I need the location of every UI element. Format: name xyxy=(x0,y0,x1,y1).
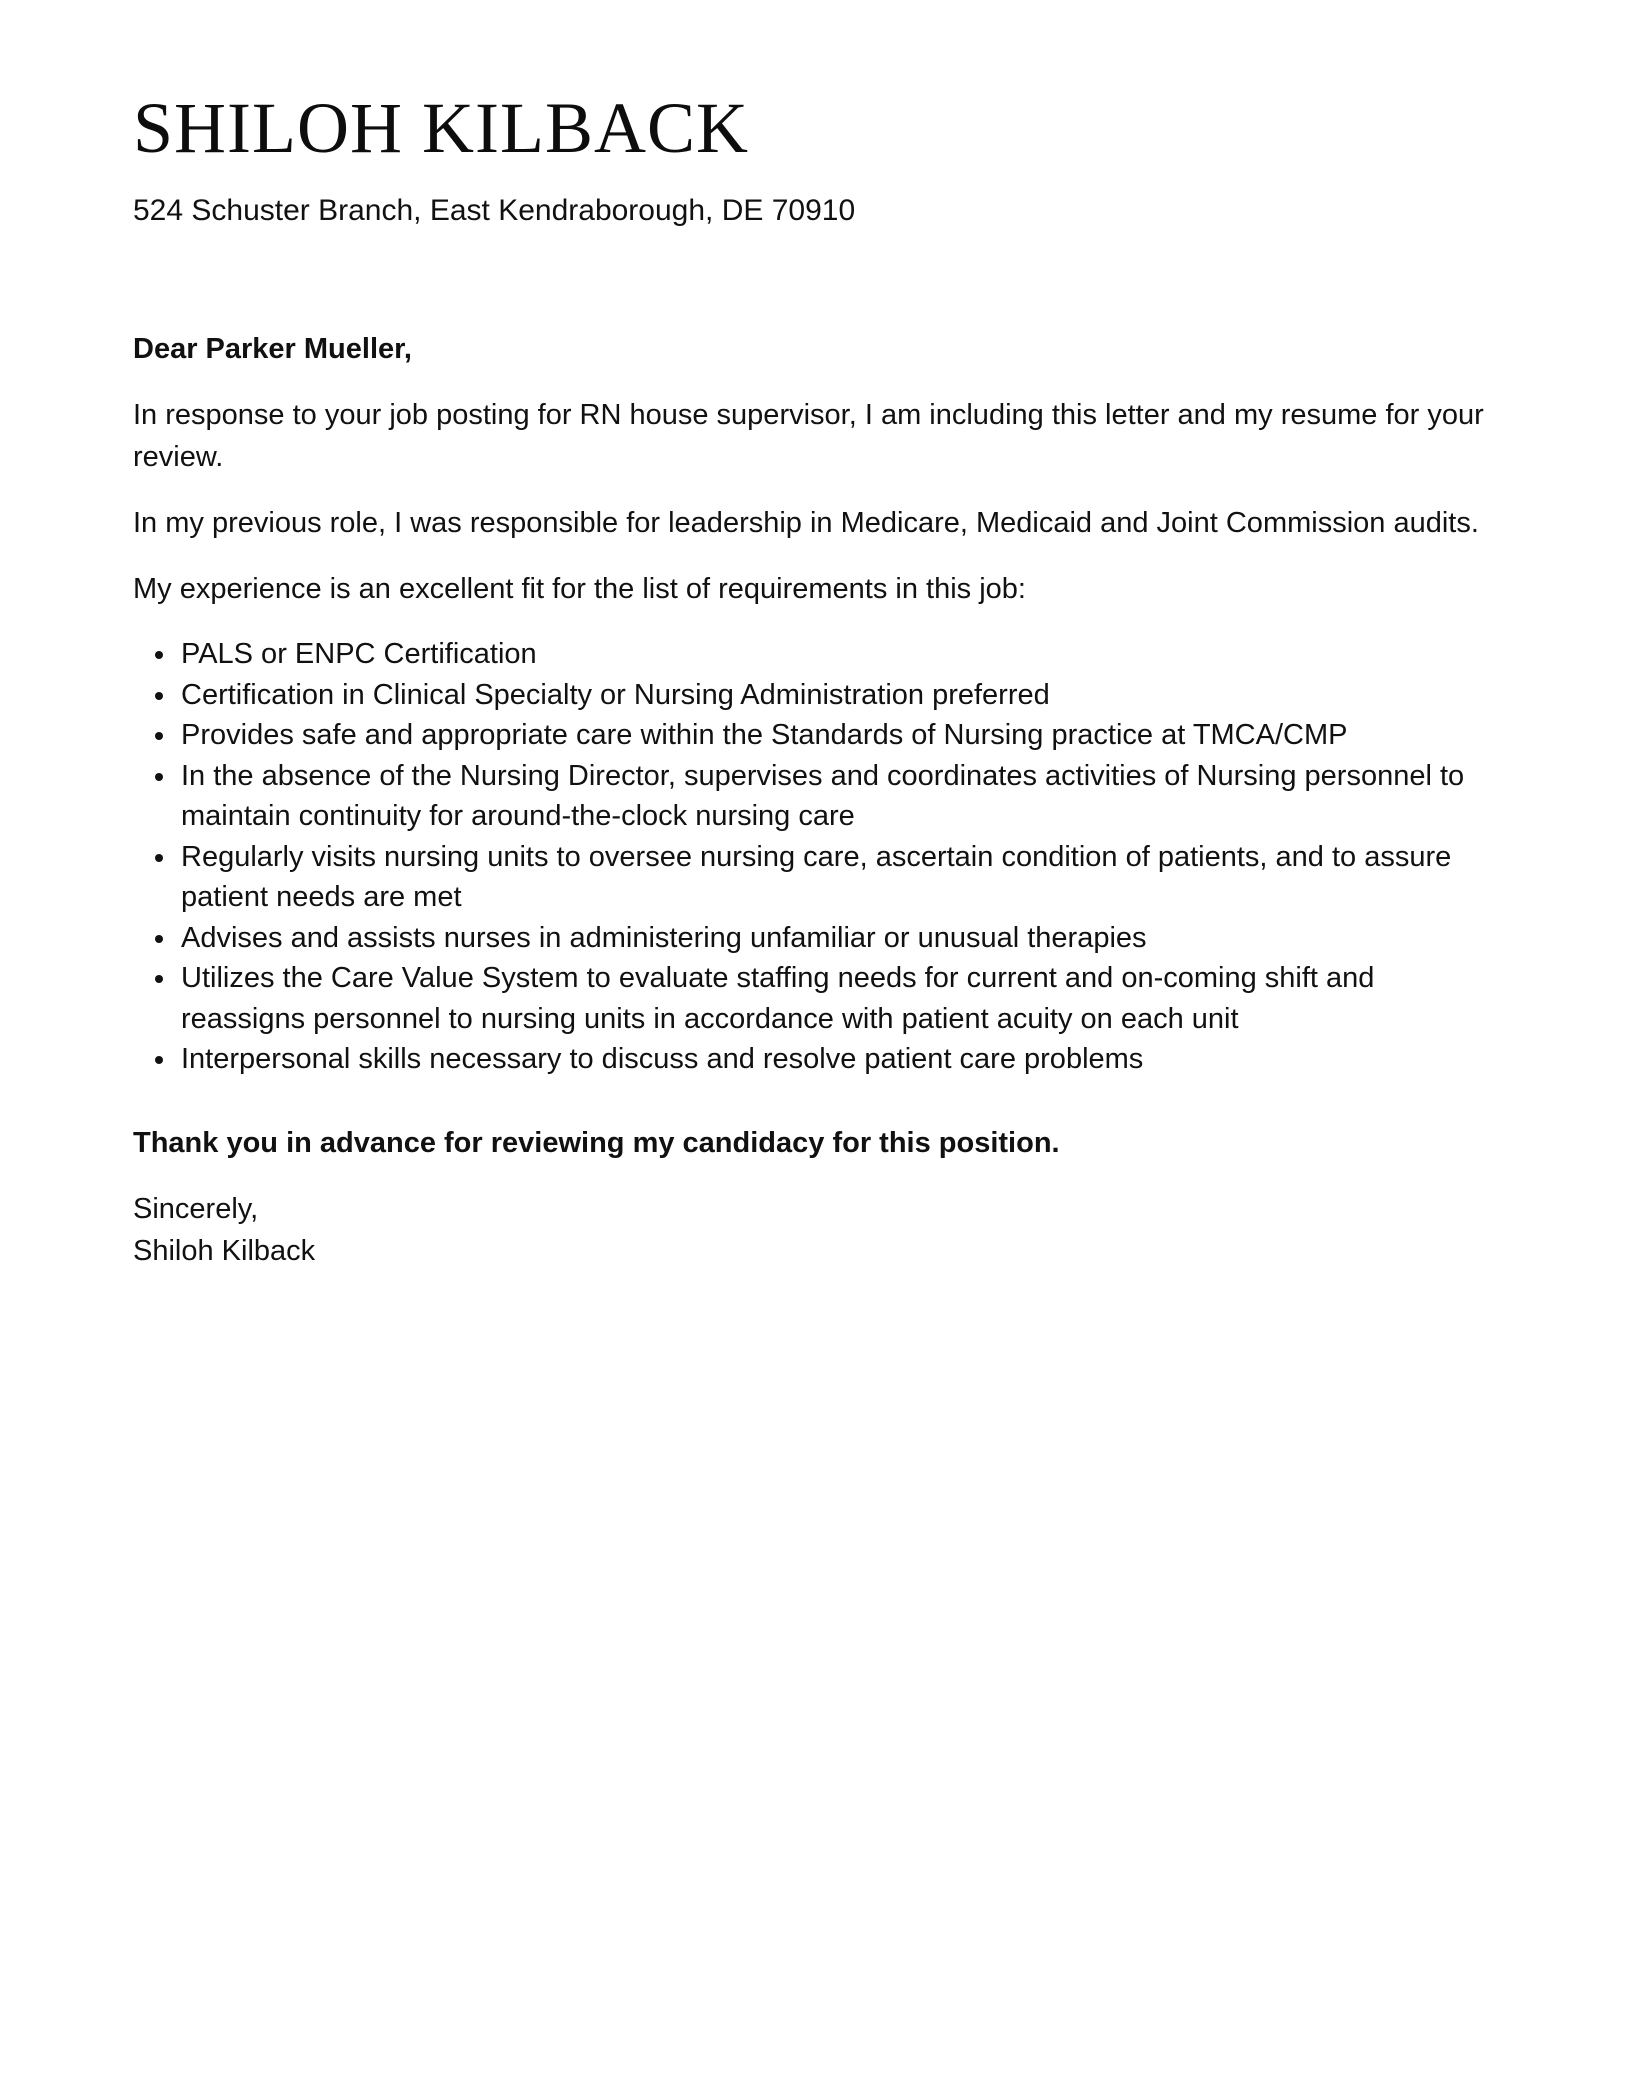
requirements-intro: My experience is an excellent fit for the list of requirements in this job: xyxy=(133,573,1026,605)
list-item: Provides safe and appropriate care within the Standards of Nursing practice at TMCA/CMP xyxy=(181,715,1503,756)
list-item: Certification in Clinical Specialty or Nursing Administration preferred xyxy=(181,675,1503,716)
intro-paragraph: In response to your job posting for RN house supervisor, I am including this letter and my resume for your review. xyxy=(133,399,1484,473)
experience-paragraph: In my previous role, I was responsible for leadership in Medicare, Medicaid and Joint Commission audits. xyxy=(133,507,1479,539)
signoff: Sincerely, xyxy=(133,1192,259,1225)
signoff-block xyxy=(133,1188,1503,1272)
list-item: Utilizes the Care Value System to evaluate staffing needs for current and on-coming shift and reassigns personnel to nursing units in accordance with patient acuity on each unit xyxy=(181,958,1503,1039)
closing-line: Thank you in advance for reviewing my candidacy for this position. xyxy=(133,1126,1060,1159)
list-item: In the absence of the Nursing Director, supervises and coordinates activities of Nursing personnel to maintain continuity for around-the-clock nursing care xyxy=(181,756,1503,837)
requirements-list xyxy=(133,634,1503,1080)
signature-name: Shiloh Kilback xyxy=(133,1234,316,1267)
list-item: Advises and assists nurses in administering unfamiliar or unusual therapies xyxy=(181,918,1503,959)
list-item: PALS or ENPC Certification xyxy=(181,634,1503,675)
letter-body xyxy=(133,328,1503,1296)
list-item: Interpersonal skills necessary to discuss and resolve patient care problems xyxy=(181,1039,1503,1080)
list-item: Regularly visits nursing units to oversee nursing care, ascertain condition of patients, and to assure patient needs are met xyxy=(181,837,1503,918)
applicant-name: SHILOH KILBACK xyxy=(133,88,749,168)
salutation: Dear Parker Mueller, xyxy=(133,333,412,365)
applicant-address: 524 Schuster Branch, East Kendraborough, DE 70910 xyxy=(133,194,856,227)
cover-letter-page xyxy=(133,0,1503,2098)
